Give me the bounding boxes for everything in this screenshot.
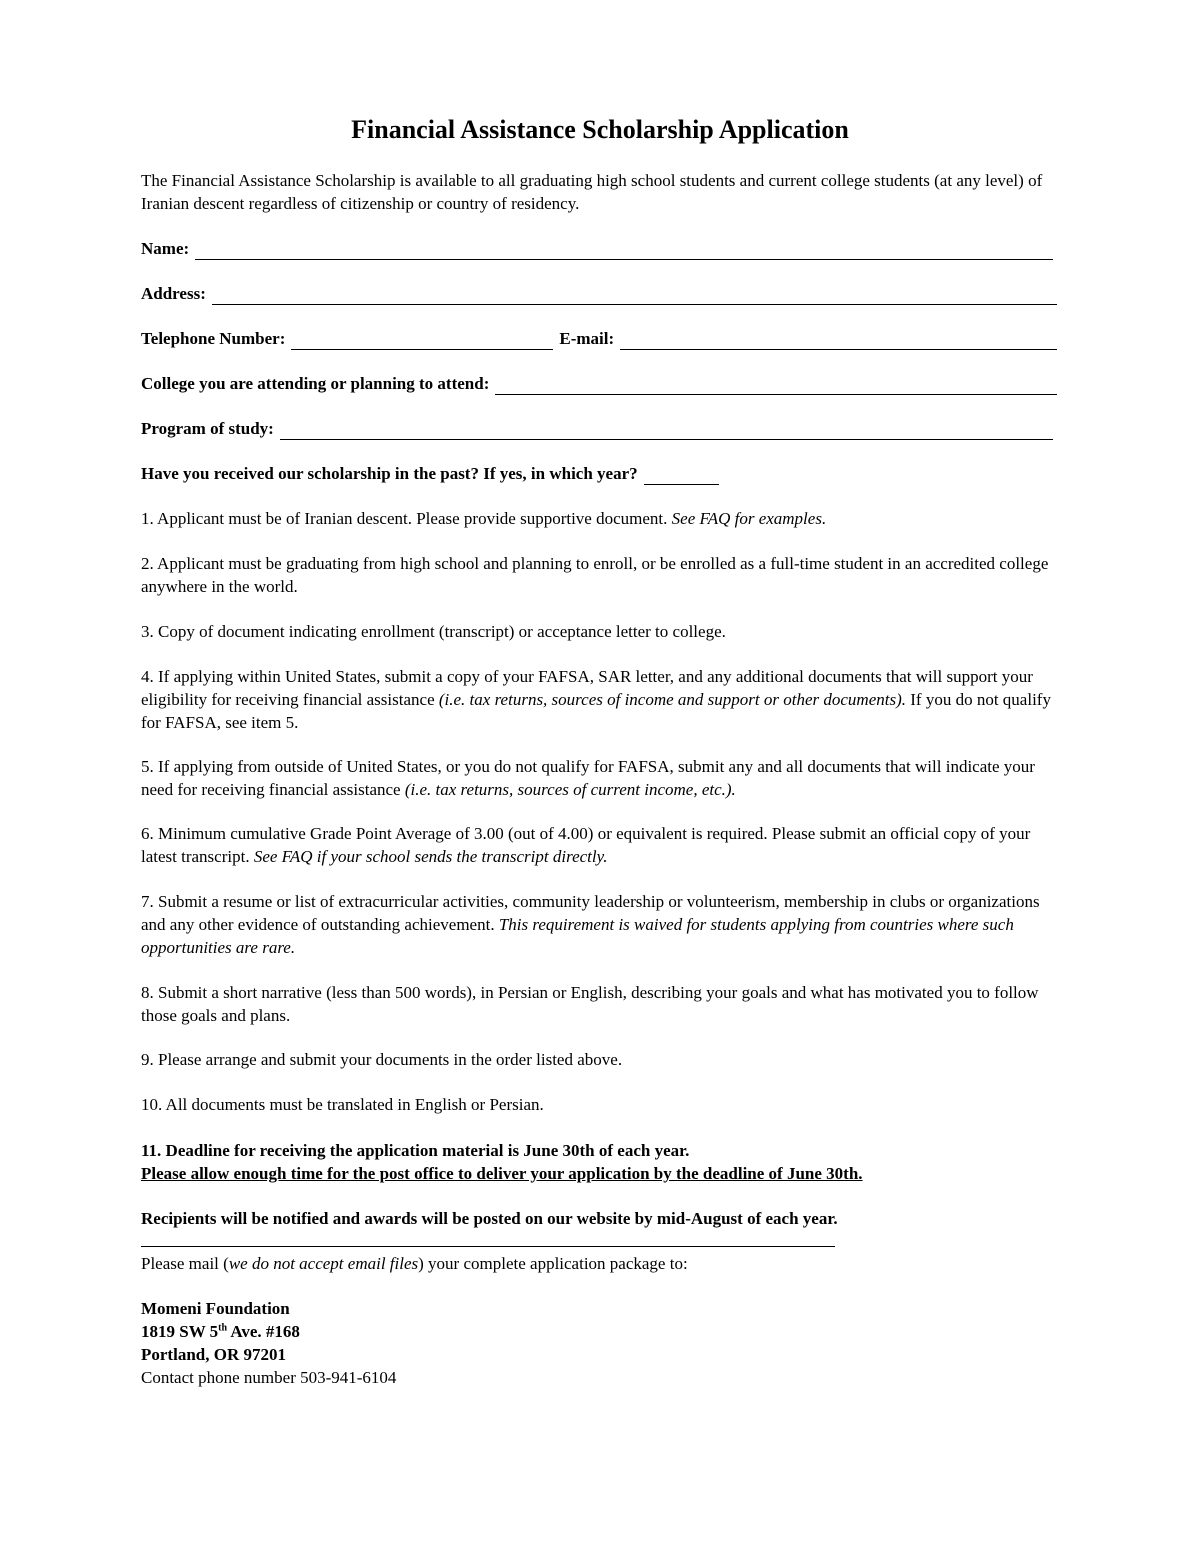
- mailing-street: 1819 SW 5th Ave. #168: [141, 1322, 300, 1341]
- program-field: [141, 416, 1053, 440]
- recipients-notice: Recipients will be notified and awards will be posted on our website by mid-August of each year.: [141, 1209, 838, 1228]
- mailing-city: Portland, OR 97201: [141, 1345, 286, 1364]
- name-field: [141, 236, 1053, 260]
- college-label: College you are attending or planning to attend:: [141, 374, 490, 393]
- requirement-item-5: 5. If applying from outside of United States, or you do not qualify for FAFSA, submit any and all documents that will indicate your need for receiving financial assistance (i.e. tax returns, sources of current income, etc.).: [141, 757, 1035, 799]
- mailing-org: Momeni Foundation: [141, 1299, 290, 1318]
- divider-line: [141, 1246, 835, 1247]
- past-scholarship-label: Have you received our scholarship in the past? If yes, in which year?: [141, 464, 638, 483]
- requirement-item-6: 6. Minimum cumulative Grade Point Average of 3.00 (out of 4.00) or equivalent is required. Please submit an official copy of your latest transcript. See FAQ if your school sends the transcript directly.: [141, 824, 1031, 866]
- past-year-input-line[interactable]: [644, 466, 719, 485]
- intro-paragraph: The Financial Assistance Scholarship is available to all graduating high school students and current college students (at any level) of Iranian descent regardless of citizenship or country of residency.: [141, 171, 1043, 213]
- requirement-item-9: 9. Please arrange and submit your documents in the order listed above.: [141, 1050, 623, 1069]
- telephone-email-field: [141, 326, 1057, 350]
- program-label: Program of study:: [141, 419, 274, 438]
- telephone-label: Telephone Number:: [141, 329, 286, 348]
- email-input-line[interactable]: [620, 331, 1057, 350]
- requirement-item-4: 4. If applying within United States, submit a copy of your FAFSA, SAR letter, and any additional documents that will support your eligibility for receiving financial assistance (i.e. tax returns, sources of income and support or other documents). If you do not qualify for FAFSA, see item 5.: [141, 667, 1051, 732]
- requirement-item-2: 2. Applicant must be graduating from high school and planning to enroll, or be enrolled as a full-time student in an accredited college anywhere in the world.: [141, 554, 1049, 596]
- program-input-line[interactable]: [280, 421, 1053, 440]
- college-input-line[interactable]: [495, 376, 1057, 395]
- requirement-item-7: 7. Submit a resume or list of extracurricular activities, community leadership or volunteerism, membership in clubs or organizations and any other evidence of outstanding achievement. This requirement is waived for students applying from countries where such opportunities are rare.: [141, 892, 1040, 957]
- email-label: E-mail:: [559, 329, 615, 348]
- name-input-line[interactable]: [195, 241, 1053, 260]
- telephone-input-line[interactable]: [291, 331, 553, 350]
- mail-instructions: Please mail (we do not accept email files) your complete application package to:: [141, 1254, 688, 1273]
- past-scholarship-field: [141, 461, 719, 485]
- address-input-line[interactable]: [212, 286, 1057, 305]
- deadline-note: Please allow enough time for the post office to deliver your application by the deadline of June 30th.: [141, 1164, 863, 1183]
- requirement-item-11: [141, 1139, 1061, 1185]
- requirement-item-8: 8. Submit a short narrative (less than 500 words), in Persian or English, describing your goals and what has motivated you to follow those goals and plans.: [141, 983, 1039, 1025]
- name-label: Name:: [141, 239, 190, 258]
- college-field: [141, 371, 1057, 395]
- address-field: [141, 281, 1057, 305]
- requirement-item-1: 1. Applicant must be of Iranian descent. Please provide supportive document. See FAQ for examples.: [141, 509, 827, 528]
- requirement-item-10: 10. All documents must be translated in English or Persian.: [141, 1095, 544, 1114]
- address-label: Address:: [141, 284, 206, 303]
- requirement-item-3: 3. Copy of document indicating enrollment (transcript) or acceptance letter to college.: [141, 622, 726, 641]
- deadline-text: 11. Deadline for receiving the application material is June 30th of each year.: [141, 1141, 690, 1160]
- contact-phone: Contact phone number 503-941-6104: [141, 1368, 397, 1387]
- page-title: Financial Assistance Scholarship Application: [351, 115, 849, 144]
